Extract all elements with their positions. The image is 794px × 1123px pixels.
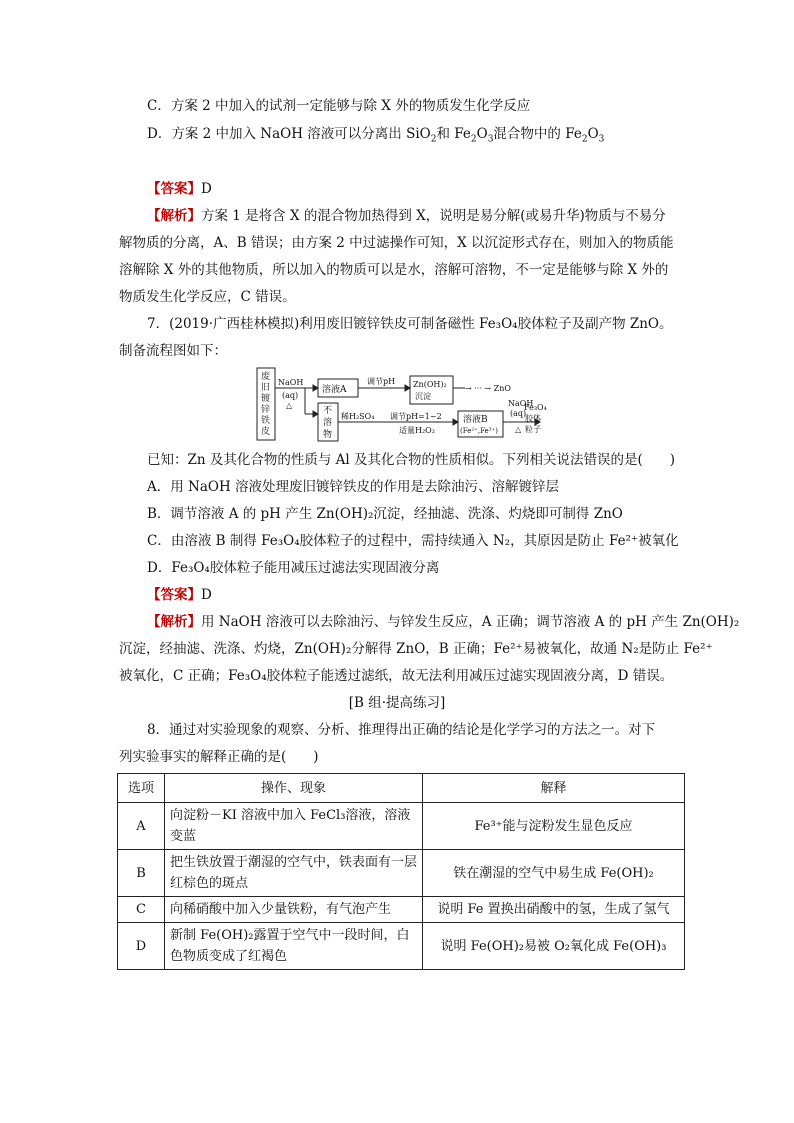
flow-adjust-ph2-label: 调节pH=1~2 xyxy=(390,412,442,421)
flow-aq1-label: (aq) xyxy=(282,391,299,400)
flow-start-char-5: 铁 xyxy=(261,416,271,426)
q7-stem-line2: 制备流程图如下： xyxy=(119,343,227,359)
table-row xyxy=(118,803,685,850)
flow-heat1-label: △ xyxy=(286,401,293,410)
flow-product-line-2: 胶体 xyxy=(525,414,541,423)
flow-adjust-ph-label: 调节pH xyxy=(367,377,396,386)
flow-insoluble-char-3: 物 xyxy=(323,430,333,440)
table-cell-option: B xyxy=(118,850,165,897)
q7-analysis-line3: 被氧化，C 正确；Fe₃O₄胶体粒子能透过滤纸，故无法利用减压过滤实现固液分离，D 错误。 xyxy=(119,668,674,684)
q7-stem-line1: 7．(2019·广西桂林模拟)利用废旧镀锌铁皮可制备磁性 Fe₃O₄胶体粒子及副产物 ZnO。 xyxy=(147,316,673,332)
q7-option-a: A．用 NaOH 溶液处理废旧镀锌铁皮的作用是去除油污、溶解镀锌层 xyxy=(147,479,560,495)
table-cell-option: A xyxy=(118,803,165,850)
table-cell-operation: 把生铁放置于潮湿的空气中，铁表面有一层红棕色的斑点 xyxy=(165,850,423,897)
flow-chart xyxy=(255,366,555,444)
flow-solution-b-ions: (Fe²⁺,Fe³⁺) xyxy=(460,427,498,435)
q6-analysis-line4: 物质发生化学反应，C 错误。 xyxy=(119,289,296,305)
q7-option-d: D．Fe₃O₄胶体粒子能用减压过滤法实现固液分离 xyxy=(147,560,440,576)
flow-product-line-3: 粒子 xyxy=(525,425,541,434)
q7-answer: 【答案】D xyxy=(147,587,212,603)
q7-known: 已知：Zn 及其化合物的性质与 Al 及其化合物的性质相似。下列相关说法错误的是( ) xyxy=(147,452,676,468)
table-header-explanation: 解释 xyxy=(423,774,685,803)
table-row xyxy=(118,897,685,923)
table-cell-explanation: 说明 Fe 置换出硝酸中的氢，生成了氢气 xyxy=(423,897,685,923)
flow-insoluble-char-1: 不 xyxy=(323,406,333,416)
flow-start-char-2: 旧 xyxy=(261,383,271,393)
flow-start-char-6: 皮 xyxy=(261,427,271,437)
flow-dilute-acid-label: 稀H₂SO₄ xyxy=(341,412,375,421)
q6-option-d: D．方案 2 中加入 NaOH 溶液可以分离出 SiO$_2$和 $Fe_2O_3$混合物中的 $Fe_2O_3$ xyxy=(147,126,605,145)
flow-heat2-label: △ xyxy=(515,425,522,434)
flow-naoh1-label: NaOH xyxy=(278,378,304,387)
table-header-row xyxy=(118,774,685,803)
flow-solution-b-label: 溶液B xyxy=(463,415,488,425)
table-header-operation: 操作、现象 xyxy=(165,774,423,803)
section-b-heading: [B 组·提高练习] xyxy=(348,695,446,711)
q8-stem-line2: 列实验事实的解释正确的是( ) xyxy=(119,749,319,765)
table-row xyxy=(118,850,685,897)
flow-aq2-label: (aq) xyxy=(510,409,527,418)
table-cell-explanation: Fe³⁺能与淀粉发生显色反应 xyxy=(423,803,685,850)
table-cell-operation: 向稀硝酸中加入少量铁粉，有气泡产生 xyxy=(165,897,423,923)
flow-start-char-1: 废 xyxy=(261,372,271,382)
flow-product-line-1: Fe₃O₄ xyxy=(524,403,547,412)
table-cell-explanation: 说明 Fe(OH)₂易被 O₂氧化成 Fe(OH)₃ xyxy=(423,923,685,970)
flow-start-char-4: 锌 xyxy=(261,405,271,415)
table-cell-operation: 向淀粉－KI 溶液中加入 FeCl₃溶液，溶液变蓝 xyxy=(165,803,423,850)
q6-option-c: C．方案 2 中加入的试剂一定能够与除 X 外的物质发生化学反应 xyxy=(147,98,531,114)
flow-h2o2-label: 适量H₂O₂ xyxy=(399,426,435,435)
flow-solution-a-label: 溶液A xyxy=(322,385,347,395)
flow-znoh2-label: Zn(OH)₂ xyxy=(413,380,447,389)
flow-precipitate-label: 沉淀 xyxy=(415,392,431,401)
q6-analysis-line1: 【解析】方案 1 是将含 X 的混合物加热得到 X，说明是易分解(或易升华)物质与不易分 xyxy=(147,208,666,224)
q6-analysis-line2: 解物质的分离，A、B 错误；由方案 2 中过滤操作可知，X 以沉淀形式存在，则加入的物质能 xyxy=(119,235,674,251)
table-row xyxy=(118,923,685,970)
q7-analysis-line2: 沉淀，经抽滤、洗涤、灼烧，Zn(OH)₂分解得 ZnO，B 正确；Fe²⁺易被氧化，故通 N₂是防止 Fe²⁺ xyxy=(119,641,713,657)
flow-zno-path: → ··· → ZnO xyxy=(465,384,511,393)
table-cell-option: D xyxy=(118,923,165,970)
q6-analysis-line3: 溶解除 X 外的其他物质，所以加入的物质可以是水，溶解可溶物，不一定是能够与除 X 外的 xyxy=(119,262,669,278)
flow-naoh2-label: NaOH xyxy=(508,399,534,408)
q7-option-b: B．调节溶液 A 的 pH 产生 Zn(OH)₂沉淀，经抽滤、洗涤、灼烧即可制得 ZnO xyxy=(147,506,623,522)
table-cell-operation: 新制 Fe(OH)₂露置于空气中一段时间，白色物质变成了红褐色 xyxy=(165,923,423,970)
q8-table xyxy=(117,773,685,970)
table-header-option: 选项 xyxy=(118,774,165,803)
q8-stem-line1: 8．通过对实验现象的观察、分析、推理得出正确的结论是化学学习的方法之一。对下 xyxy=(147,722,656,738)
flow-insoluble-char-2: 溶 xyxy=(323,418,333,428)
table-cell-explanation: 铁在潮湿的空气中易生成 Fe(OH)₂ xyxy=(423,850,685,897)
q6-answer: 【答案】D xyxy=(147,181,212,197)
table-cell-option: C xyxy=(118,897,165,923)
q7-analysis-line1: 【解析】用 NaOH 溶液可以去除油污、与锌发生反应，A 正确；调节溶液 A 的 pH 产生 Zn(OH)₂ xyxy=(147,614,740,630)
q7-option-c: C．由溶液 B 制得 Fe₃O₄胶体粒子的过程中，需持续通入 N₂，其原因是防止 Fe²⁺被氧化 xyxy=(147,533,679,549)
flow-start-char-3: 镀 xyxy=(261,394,271,404)
